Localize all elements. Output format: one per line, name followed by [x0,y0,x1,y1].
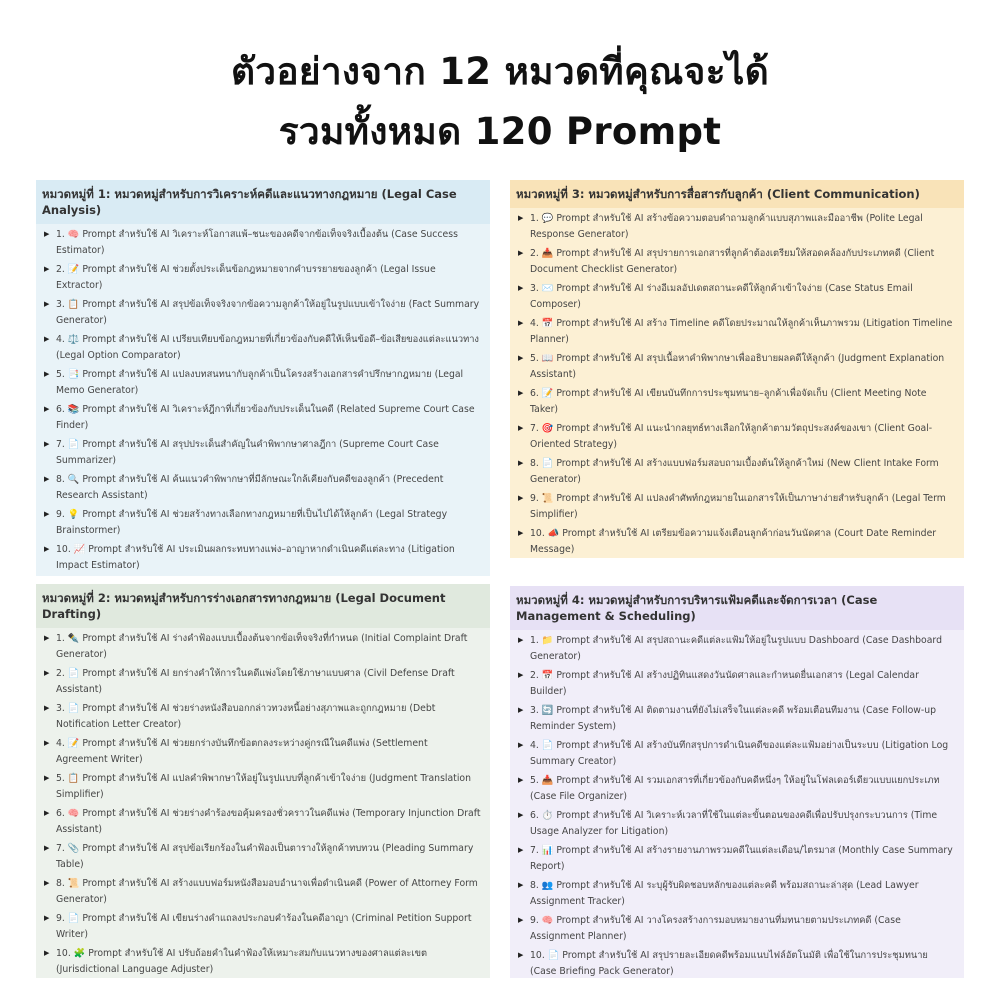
prompt-item-text: 3. 📄 Prompt สำหรับใช้ AI ช่วยร่างหนังสือบอกกล่าวทวงหนี้อย่างสุภาพและถูกกฎหมาย (Debt Notification Letter Creator) [56,703,436,730]
toggle-triangle-icon[interactable]: ▶ [518,846,524,854]
toggle-triangle-icon[interactable]: ▶ [44,300,50,308]
prompt-item[interactable] [42,227,482,258]
prompt-list-2 [36,628,490,977]
prompt-item-text: 2. 📝 Prompt สำหรับใช้ AI ช่วยตั้งประเด็นข้อกฎหมายจากคำบรรยายของลูกค้า (Legal Issue Extractor) [56,264,436,291]
toggle-triangle-icon[interactable]: ▶ [518,916,524,924]
prompt-item-text: 5. 📑 Prompt สำหรับใช้ AI แปลงบทสนทนากับลูกค้าเป็นโครงสร้างเอกสารคำปรึกษากฎหมาย (Legal Memo Generator) [56,369,464,396]
prompt-item[interactable] [42,332,482,363]
toggle-triangle-icon[interactable]: ▶ [44,475,50,483]
prompt-item[interactable] [42,367,482,398]
prompt-item[interactable] [42,666,482,697]
prompt-item[interactable] [516,526,956,557]
toggle-triangle-icon[interactable]: ▶ [44,370,50,378]
toggle-triangle-icon[interactable]: ▶ [518,671,524,679]
prompt-item-text: 3. 📋 Prompt สำหรับใช้ AI สรุปข้อเท็จจริงจากข้อความลูกค้าให้อยู่ในรูปแบบเข้าใจง่าย (Fact Summary Generator) [56,299,480,326]
prompt-item[interactable] [42,946,482,977]
toggle-triangle-icon[interactable]: ▶ [44,879,50,887]
toggle-triangle-icon[interactable]: ▶ [44,774,50,782]
prompt-item-text: 8. 📜 Prompt สำหรับใช้ AI สร้างแบบฟอร์มหนังสือมอบอำนาจเพื่อดำเนินคดี (Power of Attorney Form Generator) [56,878,478,905]
toggle-triangle-icon[interactable]: ▶ [44,230,50,238]
prompt-item-text: 9. 📄 Prompt สำหรับใช้ AI เขียนร่างคำแถลงประกอบคำร้องในคดีอาญา (Criminal Petition Support Writer) [56,913,472,940]
prompt-item-text: 10. 🧩 Prompt สำหรับใช้ AI ปรับถ้อยคำในคำฟ้องให้เหมาะสมกับแนวทางของศาลแต่ละเขต (Jurisdictional Language Adjuster) [56,948,427,975]
toggle-triangle-icon[interactable]: ▶ [518,741,524,749]
prompt-item-text: 4. ⚖️ Prompt สำหรับใช้ AI เปรียบเทียบข้อกฎหมายที่เกี่ยวข้องกับคดีให้เห็นข้อดี–ข้อเสียของแต่ละแนวทาง (Legal Option Comparator) [56,334,479,361]
toggle-triangle-icon[interactable]: ▶ [44,545,50,553]
prompt-item-text: 4. 📝 Prompt สำหรับใช้ AI ช่วยยกร่างบันทึกข้อตกลงระหว่างคู่กรณีในคดีแพ่ง (Settlement Agreement Writer) [56,738,428,765]
title-line-2: รวมทั้งหมด 120 Prompt [278,110,722,153]
prompt-item[interactable] [516,808,956,839]
category-panel-1 [36,180,490,576]
prompt-item-text: 8. 🔍 Prompt สำหรับใช้ AI ค้นแนวคำพิพากษาที่มีลักษณะใกล้เคียงกับคดีของลูกค้า (Precedent Research Assistant) [56,474,444,501]
prompt-item-text: 6. 📚 Prompt สำหรับใช้ AI วิเคราะห์ฎีกาที่เกี่ยวข้องกับประเด็นในคดี (Related Supreme Court Case Finder) [56,404,475,431]
toggle-triangle-icon[interactable]: ▶ [518,494,524,502]
toggle-triangle-icon[interactable]: ▶ [44,265,50,273]
prompt-item[interactable] [42,262,482,293]
prompt-item-text: 6. 🧠 Prompt สำหรับใช้ AI ช่วยร่างคำร้องขอคุ้มครองชั่วคราวในคดีแพ่ง (Temporary Injunction Draft Assistant) [56,808,481,835]
page-title [0,42,1000,162]
prompt-item[interactable] [42,542,482,573]
prompt-item[interactable] [42,507,482,538]
prompt-list-1 [36,224,490,573]
toggle-triangle-icon[interactable]: ▶ [518,776,524,784]
prompt-list-3 [510,208,964,557]
toggle-triangle-icon[interactable]: ▶ [44,510,50,518]
prompt-item[interactable] [516,491,956,522]
toggle-triangle-icon[interactable]: ▶ [518,249,524,257]
toggle-triangle-icon[interactable]: ▶ [518,636,524,644]
toggle-triangle-icon[interactable]: ▶ [44,914,50,922]
prompt-item-text: 1. ✒️ Prompt สำหรับใช้ AI ร่างคำฟ้องแบบเบื้องต้นจากข้อเท็จจริงที่กำหนด (Initial Complaint Draft Generator) [56,633,468,660]
prompt-item-text: 8. 👥 Prompt สำหรับใช้ AI ระบุผู้รับผิดชอบหลักของแต่ละคดี พร้อมสถานะล่าสุด (Lead Lawyer Assignment Tracker) [530,880,919,907]
prompt-item-text: 2. 📅 Prompt สำหรับใช้ AI สร้างปฏิทินแสดงวันนัดศาลและกำหนดยื่นเอกสาร (Legal Calendar Builder) [530,670,919,697]
prompt-item-text: 4. 📅 Prompt สำหรับใช้ AI สร้าง Timeline คดีโดยประมาณให้ลูกค้าเห็นภาพรวม (Litigation Timeline Planner) [530,318,953,345]
prompt-item-text: 9. 🧠 Prompt สำหรับใช้ AI วางโครงสร้างการมอบหมายงานที่มทนายตามประเภทคดี (Case Assignment Planner) [530,915,901,942]
toggle-triangle-icon[interactable]: ▶ [518,881,524,889]
prompt-item-text: 3. 🔄 Prompt สำหรับใช้ AI ติดตามงานที่ยังไม่เสร็จในแต่ละคดี พร้อมเตือนทีมงาน (Case Follow-up Reminder System) [530,705,937,732]
prompt-item-text: 9. 📜 Prompt สำหรับใช้ AI แปลงคำศัพท์กฎหมายในเอกสารให้เป็นภาษาง่ายสำหรับลูกค้า (Legal Term Simplifier) [530,493,946,520]
toggle-triangle-icon[interactable]: ▶ [44,809,50,817]
prompt-item-text: 2. 📥 Prompt สำหรับใช้ AI สรุปรายการเอกสารที่ลูกค้าต้องเตรียมให้สอดคล้องกับประเภทคดี (Client Document Checklist Generator) [530,248,935,275]
prompt-item-text: 7. 📄 Prompt สำหรับใช้ AI สรุปประเด็นสำคัญในคำพิพากษาศาลฎีกา (Supreme Court Case Summarizer) [56,439,439,466]
toggle-triangle-icon[interactable]: ▶ [518,811,524,819]
toggle-triangle-icon[interactable]: ▶ [518,424,524,432]
prompt-item[interactable] [42,736,482,767]
prompt-item-text: 1. 🧠 Prompt สำหรับใช้ AI วิเคราะห์โอกาสแพ้–ชนะของคดีจากข้อเท็จจริงเบื้องต้น (Case Success Estimator) [56,229,458,256]
toggle-triangle-icon[interactable]: ▶ [518,214,524,222]
prompt-item-text: 7. 📊 Prompt สำหรับใช้ AI สร้างรายงานภาพรวมคดีในแต่ละเดือน/ไตรมาส (Monthly Case Summary Report) [530,845,953,872]
prompt-item[interactable] [42,701,482,732]
prompt-item-text: 1. 💬 Prompt สำหรับใช้ AI สร้างข้อความตอบคำถามลูกค้าแบบสุภาพและมืออาชีพ (Polite Legal Response Generator) [530,213,923,240]
toggle-triangle-icon[interactable]: ▶ [44,669,50,677]
toggle-triangle-icon[interactable]: ▶ [44,844,50,852]
toggle-triangle-icon[interactable]: ▶ [44,739,50,747]
prompt-item-text: 7. 🎯 Prompt สำหรับใช้ AI แนะนำกลยุทธ์ทางเลือกให้ลูกค้าตามวัตถุประสงค์ของเขา (Client Goal-Oriented Strategy) [530,423,933,450]
toggle-triangle-icon[interactable]: ▶ [44,634,50,642]
prompt-item[interactable] [42,437,482,468]
toggle-triangle-icon[interactable]: ▶ [518,951,524,959]
prompt-item[interactable] [516,843,956,874]
prompt-item-text: 2. 📄 Prompt สำหรับใช้ AI ยกร่างคำให้การในคดีแพ่งโดยใช้ภาษาแบบศาล (Civil Defense Draft Assistant) [56,668,455,695]
prompt-item[interactable] [42,911,482,942]
prompt-item[interactable] [516,668,956,699]
prompt-item[interactable] [42,402,482,433]
prompt-item[interactable] [516,703,956,734]
prompt-item-text: 10. 📈 Prompt สำหรับใช้ AI ประเมินผลกระทบทางแพ่ง–อาญาหากดำเนินคดีแต่ละทาง (Litigation Impact Estimator) [56,544,455,571]
prompt-item-text: 5. 📖 Prompt สำหรับใช้ AI สรุปเนื้อหาคำพิพากษาเพื่ออธิบายผลคดีให้ลูกค้า (Judgment Explanation Assistant) [530,353,945,380]
prompt-item[interactable] [42,806,482,837]
prompt-item[interactable] [516,773,956,804]
prompt-item[interactable] [516,948,956,978]
prompt-item[interactable] [516,316,956,347]
toggle-triangle-icon[interactable]: ▶ [518,529,524,537]
category-heading-4: หมวดหมู่ที่ 4: หมวดหมู่สำหรับการบริหารแฟ้มคดีและจัดการเวลา (Case Management & Scheduling) [510,586,964,630]
toggle-triangle-icon[interactable]: ▶ [518,319,524,327]
prompt-item[interactable] [516,878,956,909]
prompt-item-text: 1. 📁 Prompt สำหรับใช้ AI สรุปสถานะคดีแต่ละแฟ้มให้อยู่ในรูปแบบ Dashboard (Case Dashboard Generator) [530,635,942,662]
prompt-item[interactable] [516,211,956,242]
prompt-item[interactable] [42,631,482,662]
prompt-item[interactable] [42,472,482,503]
title-line-1: ตัวอย่างจาก 12 หมวดที่คุณจะได้ [230,50,770,93]
prompt-item-text: 7. 📎 Prompt สำหรับใช้ AI สรุปข้อเรียกร้องในคำฟ้องเป็นตารางให้ลูกค้าทบทวน (Pleading Summary Table) [56,843,474,870]
category-panel-3 [510,180,964,558]
prompt-item-text: 5. 📋 Prompt สำหรับใช้ AI แปลคำพิพากษาให้อยู่ในรูปแบบที่ลูกค้าเข้าใจง่าย (Judgment Translation Simplifier) [56,773,471,800]
prompt-item-text: 10. 📣 Prompt สำหรับใช้ AI เตรียมข้อความแจ้งเตือนลูกค้าก่อนวันนัดศาล (Court Date Reminder Message) [530,528,937,555]
prompt-item[interactable] [516,421,956,452]
prompt-item[interactable] [516,738,956,769]
prompt-item-text: 4. 📄 Prompt สำหรับใช้ AI สร้างบันทึกสรุปการดำเนินคดีของแต่ละแฟ้มอย่างเป็นระบบ (Litigation Log Summary Creator) [530,740,949,767]
prompt-item-text: 3. ✉️ Prompt สำหรับใช้ AI ร่างอีเมลอัปเดตสถานะคดีให้ลูกค้าเข้าใจง่าย (Case Status Email Composer) [530,283,913,310]
toggle-triangle-icon[interactable]: ▶ [44,335,50,343]
prompt-item[interactable] [516,351,956,382]
prompt-item[interactable] [516,386,956,417]
prompt-item[interactable] [42,841,482,872]
prompt-item-text: 8. 📄 Prompt สำหรับใช้ AI สร้างแบบฟอร์มสอบถามเบื้องต้นให้ลูกค้าใหม่ (New Client Intake Form Generator) [530,458,939,485]
prompt-item-text: 9. 💡 Prompt สำหรับใช้ AI ช่วยสร้างทางเลือกทางกฎหมายที่เป็นไปได้ให้ลูกค้า (Legal Strategy Brainstormer) [56,509,448,536]
prompt-item-text: 6. 📝 Prompt สำหรับใช้ AI เขียนบันทึกการประชุมทนาย–ลูกค้าเพื่อจัดเก็บ (Client Meeting Note Taker) [530,388,927,415]
toggle-triangle-icon[interactable]: ▶ [44,440,50,448]
category-heading-2: หมวดหมู่ที่ 2: หมวดหมู่สำหรับการร่างเอกสารทางกฎหมาย (Legal Document Drafting) [36,584,490,628]
category-heading-3: หมวดหมู่ที่ 3: หมวดหมู่สำหรับการสื่อสารกับลูกค้า (Client Communication) [510,180,964,208]
toggle-triangle-icon[interactable]: ▶ [518,284,524,292]
prompt-item[interactable] [516,246,956,277]
toggle-triangle-icon[interactable]: ▶ [44,949,50,957]
toggle-triangle-icon[interactable]: ▶ [518,706,524,714]
prompt-item[interactable] [42,771,482,802]
toggle-triangle-icon[interactable]: ▶ [518,459,524,467]
toggle-triangle-icon[interactable]: ▶ [44,405,50,413]
prompt-item[interactable] [42,876,482,907]
toggle-triangle-icon[interactable]: ▶ [44,704,50,712]
toggle-triangle-icon[interactable]: ▶ [518,354,524,362]
prompt-item-text: 10. 📄 Prompt สำหรับใช้ AI สรุปรายละเอียดคดีพร้อมแนบไฟล์อัตโนมัติ เพื่อใช้ในการประชุมทนาย (Case Briefing Pack Generator) [530,950,928,977]
toggle-triangle-icon[interactable]: ▶ [518,389,524,397]
prompt-item-text: 5. 📥 Prompt สำหรับใช้ AI รวมเอกสารที่เกี่ยวข้องกับคดีหนึ่งๆ ให้อยู่ในโฟลเดอร์เดียวแบบแยกประเภท (Case File Organizer) [530,775,940,802]
prompt-item-text: 6. ⏱️ Prompt สำหรับใช้ AI วิเคราะห์เวลาที่ใช้ในแต่ละขั้นตอนของคดีเพื่อปรับปรุงกระบวนการ (Time Usage Analyzer for Litigation) [530,810,938,837]
category-heading-1: หมวดหมู่ที่ 1: หมวดหมู่สำหรับการวิเคราะห์คดีและแนวทางกฎหมาย (Legal Case Analysis) [36,180,490,224]
prompt-list-4 [510,630,964,978]
category-panel-4 [510,586,964,978]
prompt-item[interactable] [516,913,956,944]
prompt-item[interactable] [516,456,956,487]
category-panel-2 [36,584,490,978]
prompt-item[interactable] [42,297,482,328]
prompt-item[interactable] [516,281,956,312]
prompt-item[interactable] [516,633,956,664]
